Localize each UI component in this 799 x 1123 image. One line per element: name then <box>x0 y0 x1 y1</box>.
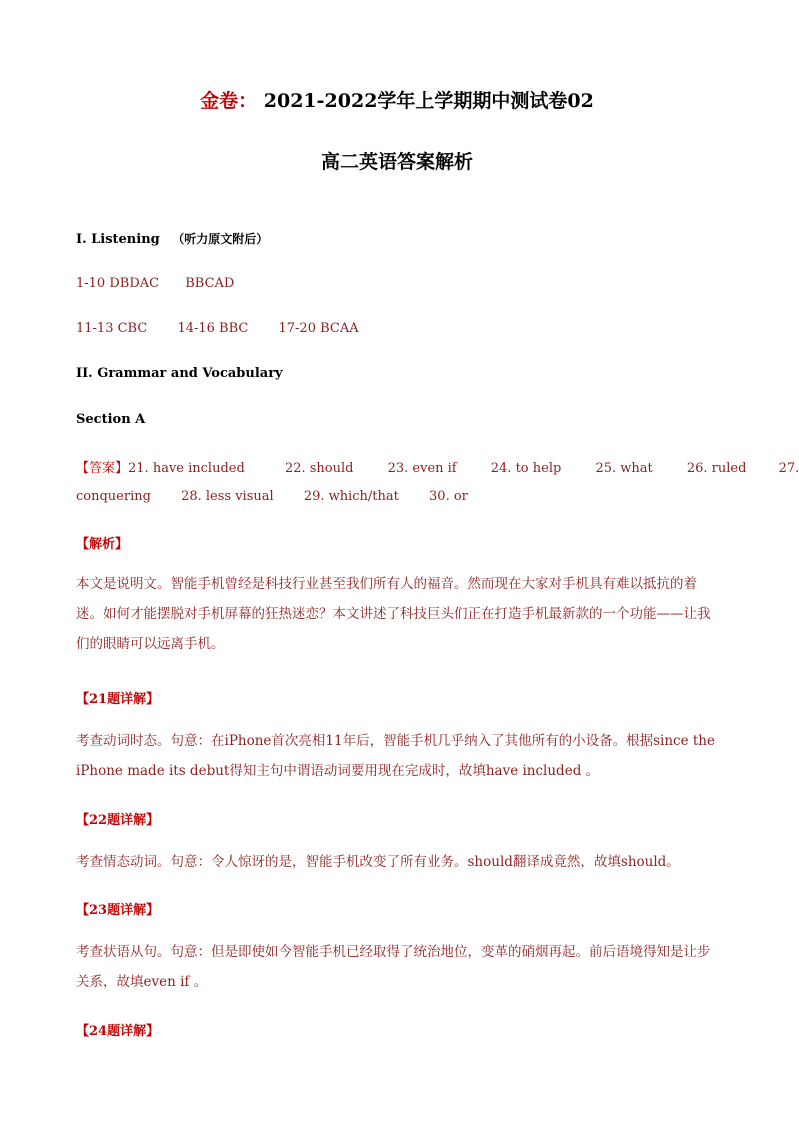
q23-label: 【23题详解】 <box>76 903 160 918</box>
q21-label: 【21题详解】 <box>76 692 160 707</box>
listening-answers-1: 1-10 DBDAC BBCAD <box>76 276 235 291</box>
answer-row-2: conquering 28. less visual 29. which/that 30. or <box>76 489 468 504</box>
q22-label: 【22题详解】 <box>76 813 160 828</box>
listening-answers-2: 11-13 CBC 14-16 BBC 17-20 BCAA <box>76 321 359 336</box>
analysis-label: 【解析】 <box>76 537 129 552</box>
answer-row-1: 【答案】21. have included 22. should 23. even if 24. to help 25. what 26. ruled 27. <box>76 457 799 476</box>
page-title <box>0 86 794 113</box>
section-grammar-heading: II. Grammar and Vocabulary <box>76 366 283 381</box>
q23-text: 考查状语从句。句意：但是即使如今智能手机已经取得了统治地位，变革的硝烟再起。前后语境得知是让步关系，故填even if 。 <box>76 944 711 990</box>
section-listening-heading: I. Listening （听力原文附后） <box>76 232 269 247</box>
q22-text: 考查情态动词。句意：令人惊讶的是，智能手机改变了所有业务。should翻译成竟然，故填should。 <box>76 854 680 870</box>
q24-label: 【24题详解】 <box>76 1024 160 1039</box>
answer-label: 【答案】 <box>76 461 129 476</box>
title-prefix: 金卷： <box>200 90 258 112</box>
page-subtitle: 高二英语答案解析 <box>320 151 473 173</box>
title-main: 2021-2022学年上学期期中测试卷02 <box>263 90 594 112</box>
section-a-heading: Section A <box>76 412 146 427</box>
analysis-paragraph: 本文是说明文。智能手机曾经是科技行业甚至我们所有人的福音。然而现在大家对手机具有难以抵抗的着迷。如何才能摆脱对手机屏幕的狂热迷恋？本文讲述了科技巨头们正在打造手机最新款的一个功能——让我们的眼睛可以远离手机。 <box>76 576 711 652</box>
q21-text: 考查动词时态。句意：在iPhone首次亮相11年后，智能手机几乎纳入了其他所有的小设备。根据since the iPhone made its debut得知主句中谓语动词要用现在完成时，故填have included 。 <box>76 733 715 779</box>
